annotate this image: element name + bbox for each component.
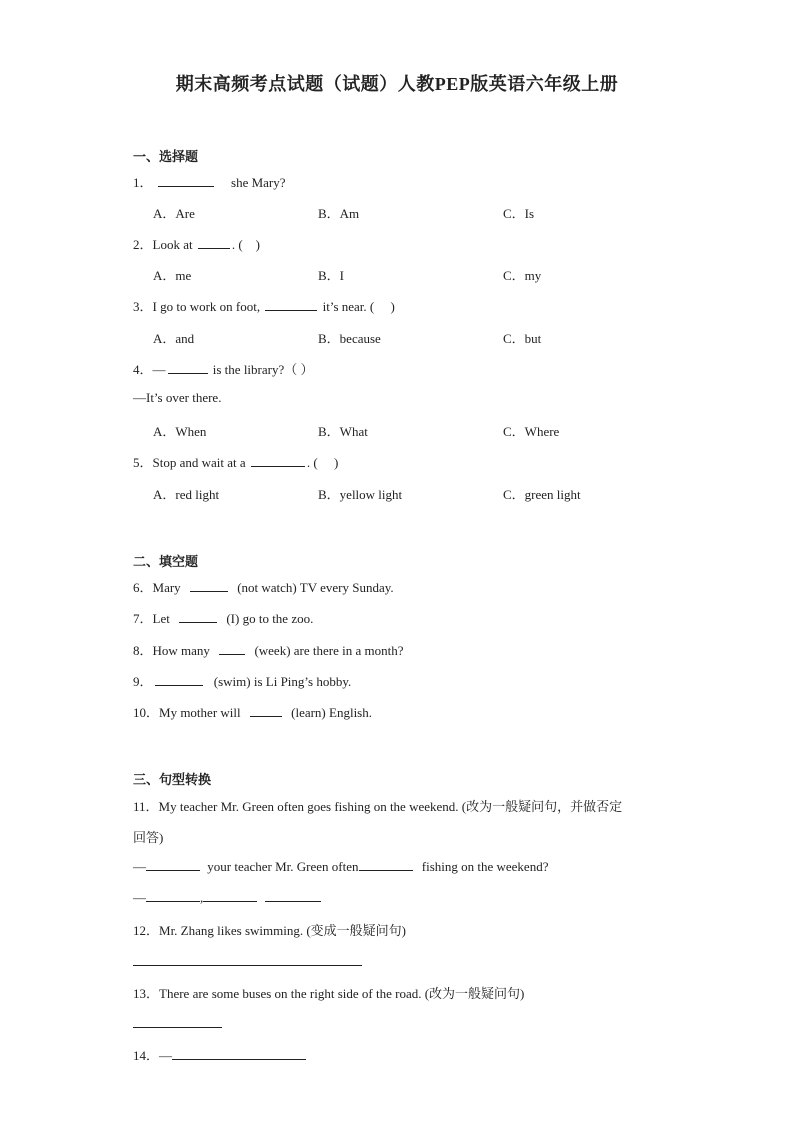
section-heading-transform: 三、句型转换	[133, 772, 212, 787]
question-4-answer: —It’s over there.	[133, 390, 222, 405]
question-11-answer-line	[133, 889, 323, 906]
question-number: 6．	[133, 580, 153, 595]
option-a[interactable]: A．me	[153, 268, 192, 283]
question-number: 14．	[133, 1048, 160, 1063]
option-b[interactable]: B．What	[318, 424, 368, 439]
question-3	[133, 296, 395, 315]
question-number: 10．	[133, 705, 160, 720]
option-c[interactable]: C．but	[503, 331, 542, 346]
option-c[interactable]: C．Where	[503, 424, 560, 439]
question-text: Mr. Zhang likes swimming. (变成一般疑问句)	[159, 923, 407, 938]
question-number: 13．	[133, 986, 160, 1001]
question-4	[133, 359, 314, 378]
question-text: There are some buses on the right side of the road. (改为一般疑问句)	[159, 986, 525, 1001]
answer-blank[interactable]	[251, 454, 305, 467]
question-number: 11．	[133, 799, 159, 814]
question-text: Stop and wait at a	[152, 455, 246, 470]
answer-blank[interactable]	[219, 642, 245, 655]
question-number: 7．	[133, 611, 153, 626]
question-14	[133, 1045, 306, 1064]
answer-blank[interactable]	[250, 704, 282, 717]
dash: —	[152, 362, 166, 377]
question-text: (learn) English.	[291, 705, 372, 720]
question-text: My teacher Mr. Green often goes fishing on the weekend. (改为一般疑问句，并做否定	[158, 799, 623, 814]
question-text: is the library?（ ）	[212, 362, 314, 377]
question-1	[133, 172, 286, 191]
option-c[interactable]: C．my	[503, 268, 542, 283]
question-number: 4．	[133, 362, 153, 377]
question-text: she Mary?	[231, 175, 286, 190]
dash: —	[133, 890, 146, 905]
answer-blank[interactable]	[179, 610, 217, 623]
question-11-continued: 回答)	[133, 830, 164, 845]
question-number: 9．	[133, 674, 153, 689]
question-5	[133, 452, 338, 471]
option-a[interactable]: A．and	[153, 331, 195, 346]
option-b[interactable]: B．I	[318, 268, 345, 283]
option-a[interactable]: A．red light	[153, 487, 220, 502]
answer-blank[interactable]	[168, 361, 208, 374]
answer-blank[interactable]	[172, 1047, 306, 1060]
question-text: Mary	[152, 580, 181, 595]
question-text: . ( )	[231, 237, 261, 252]
answer-blank[interactable]	[146, 889, 200, 902]
question-11-question-line	[133, 858, 548, 875]
question-text: . ( )	[306, 455, 339, 470]
question-text: (I) go to the zoo.	[226, 611, 314, 626]
question-text: it’s near. ( )	[322, 299, 395, 314]
question-number: 3．	[133, 299, 153, 314]
option-b[interactable]: B．Am	[318, 206, 360, 221]
dash: —	[133, 859, 146, 874]
question-number: 2．	[133, 237, 153, 252]
page-title: 期末高频考点试题（试题）人教PEP版英语六年级上册	[175, 74, 619, 94]
question-text: (not watch) TV every Sunday.	[237, 580, 394, 595]
comma: ,	[200, 890, 204, 905]
answer-blank[interactable]	[158, 174, 214, 187]
question-number: 12．	[133, 923, 160, 938]
section-heading-choice: 一、选择题	[133, 149, 199, 164]
answer-blank[interactable]	[265, 889, 321, 902]
answer-blank[interactable]	[146, 858, 200, 871]
section-heading-fill: 二、填空题	[133, 554, 199, 569]
question-text: My mother will	[159, 705, 241, 720]
question-9	[133, 671, 351, 690]
question-number: 8．	[133, 643, 153, 658]
question-number: 1．	[133, 175, 153, 190]
question-number: 5．	[133, 455, 153, 470]
dash: —	[159, 1048, 173, 1063]
option-a[interactable]: A．When	[153, 424, 207, 439]
question-text: fishing on the weekend?	[421, 859, 549, 874]
option-c[interactable]: C．green light	[503, 487, 581, 502]
question-text: your teacher Mr. Green often	[207, 859, 359, 874]
question-text: Let	[152, 611, 170, 626]
question-text: (swim) is Li Ping’s hobby.	[213, 674, 352, 689]
question-7	[133, 608, 313, 627]
question-6	[133, 577, 394, 596]
answer-blank[interactable]	[359, 858, 413, 871]
answer-blank[interactable]	[198, 236, 230, 249]
question-13	[133, 983, 524, 1002]
question-text: Look at	[152, 237, 193, 252]
option-b[interactable]: B．because	[318, 331, 381, 346]
question-12	[133, 920, 406, 939]
answer-blank[interactable]	[203, 889, 257, 902]
answer-line[interactable]	[133, 965, 362, 966]
question-text: I go to work on foot,	[152, 299, 261, 314]
option-c[interactable]: C．Is	[503, 206, 535, 221]
option-a[interactable]: A．Are	[153, 206, 195, 221]
option-b[interactable]: B．yellow light	[318, 487, 403, 502]
answer-blank[interactable]	[190, 579, 228, 592]
answer-blank[interactable]	[265, 298, 317, 311]
question-text: How many	[152, 643, 210, 658]
question-8	[133, 640, 404, 659]
question-11	[133, 796, 622, 815]
answer-blank[interactable]	[155, 673, 203, 686]
question-2	[133, 234, 260, 253]
question-10	[133, 702, 372, 721]
answer-line[interactable]	[133, 1027, 222, 1028]
question-text: (week) are there in a month?	[254, 643, 404, 658]
